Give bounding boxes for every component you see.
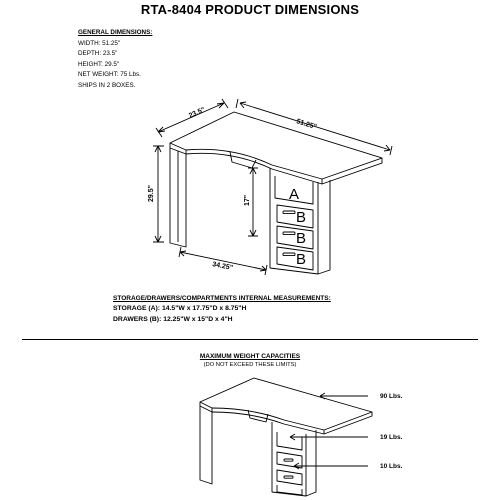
desk-top-diagram — [170, 112, 382, 274]
weight-capacities-subheading: (DO NOT EXCEED THESE LIMITS) — [203, 362, 297, 368]
width-line: WIDTH: 51.25" — [78, 39, 121, 47]
drawer-weight-label: 10 Lbs. — [380, 463, 403, 470]
width-label: 51.25" — [295, 118, 318, 132]
depth-label: 23.5" — [187, 106, 207, 120]
drawers-measurement: DRAWERS (B): 12.25"W x 15"D x 4"H — [113, 315, 233, 323]
height-line: HEIGHT: 29.5" — [78, 60, 120, 68]
weight-capacities-heading: MAXIMUM WEIGHT CAPACITIES — [199, 353, 301, 360]
general-dimensions-heading: GENERAL DIMENSIONS: — [78, 29, 153, 36]
drawer-b-label-1: B — [295, 209, 307, 226]
compartment-weight-label: 19 Lbs. — [380, 434, 403, 441]
page-title: RTA-8404 PRODUCT DIMENSIONS — [140, 2, 360, 17]
internal-measurements — [113, 294, 331, 325]
leg-width-label: 34.25" — [211, 261, 234, 272]
drawer-b-label-3: B — [295, 251, 307, 268]
drawer-b-label-2: B — [295, 230, 307, 247]
inner-height-label: 17" — [244, 194, 251, 206]
weight-line: NET WEIGHT: 75 Lbs. — [78, 71, 141, 79]
top-weight-label: 90 Lbs. — [380, 393, 403, 400]
section-divider — [22, 339, 478, 340]
compartment-a-label: A — [288, 186, 300, 203]
height-label: 29.5" — [148, 185, 155, 202]
storage-measurement: STORAGE (A): 14.5"W x 17.75"D x 8.75"H — [113, 305, 247, 313]
depth-line: DEPTH: 23.5" — [78, 50, 118, 58]
leg-width-dimension-line — [179, 247, 267, 275]
shipping-line: SHIPS IN 2 BOXES. — [78, 81, 136, 89]
measurements-heading: STORAGE/DRAWERS/COMPARTMENTS INTERNAL MEASUREMENTS: — [113, 295, 331, 302]
